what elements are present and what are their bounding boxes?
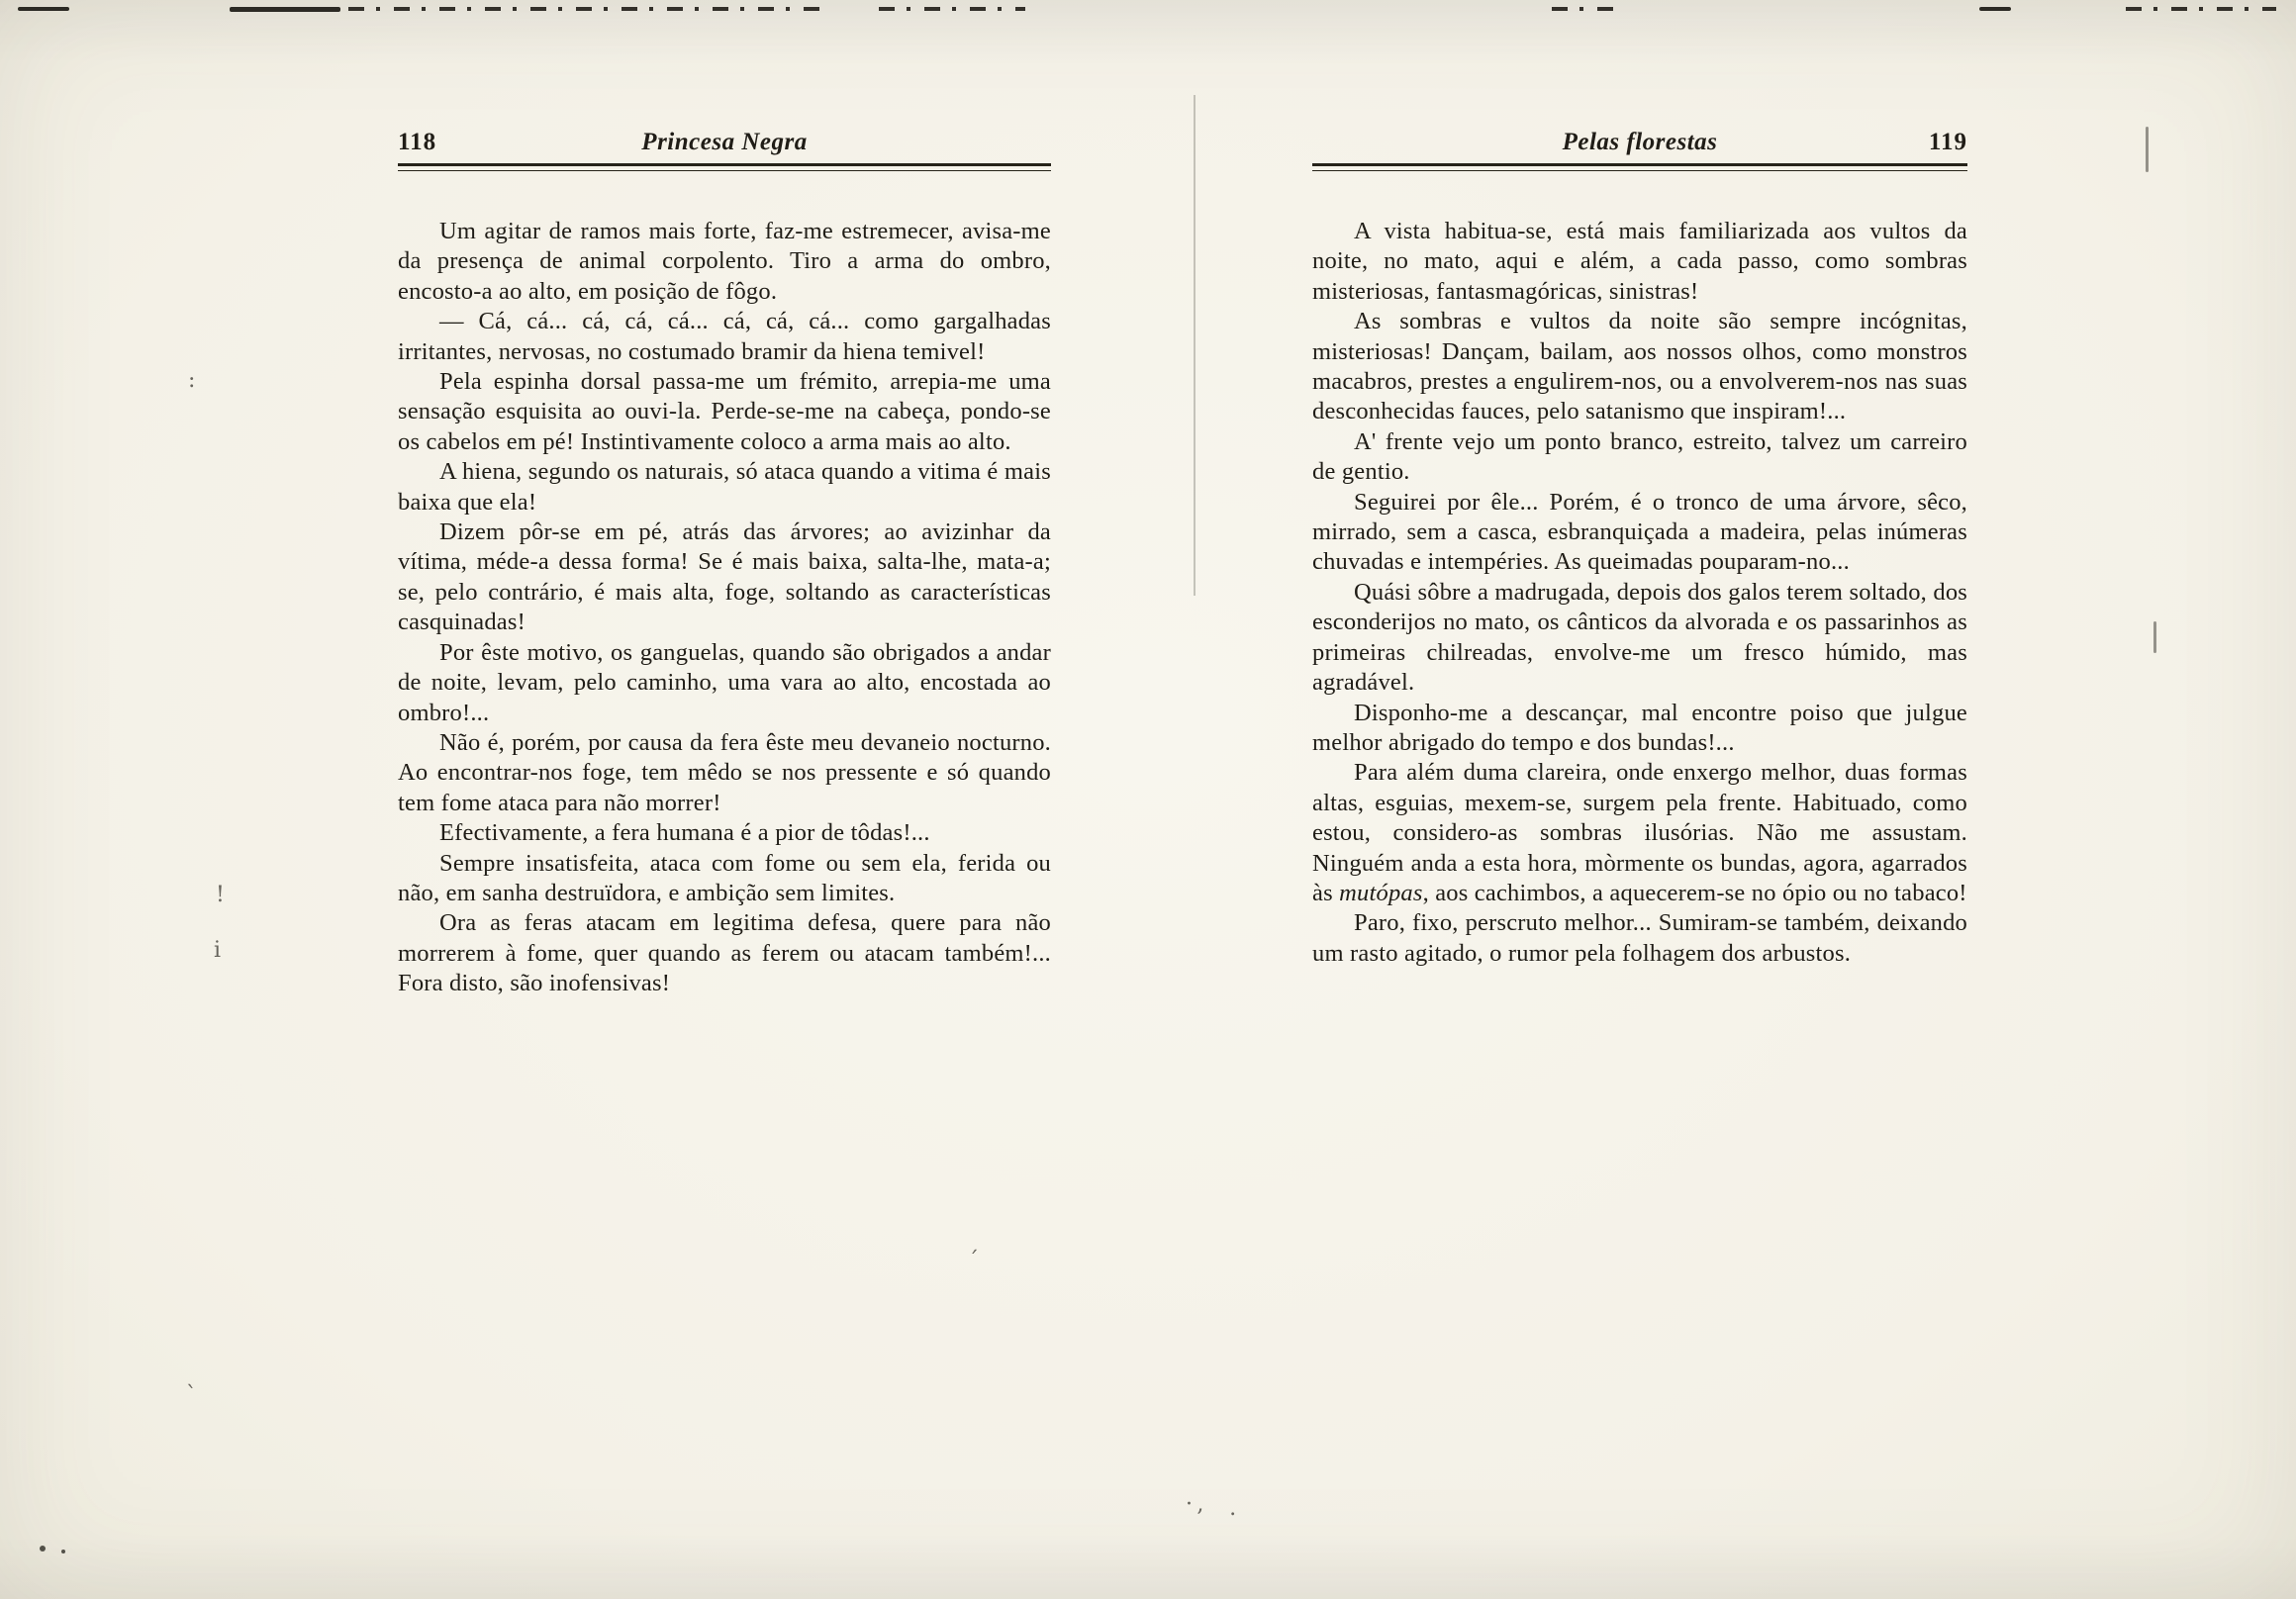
paragraph: A' frente vejo um ponto branco, estreito, talvez um carreiro de gentio. (1312, 427, 1967, 486)
scan-artifact (2153, 621, 2156, 653)
scan-artifact (2126, 7, 2276, 11)
paragraph: Paro, fixo, perscruto melhor... Sumiram-se também, deixando um rasto agitado, o rumor pela folhagem dos arbustos. (1312, 909, 1967, 967)
paragraph: As sombras e vultos da noite são sempre incógnitas, misteriosas! Dançam, bailam, aos nossos olhos, como monstros macabros, prestes a engulirem-nos, ou a envolverem-nos nas suas desconhecidas fauces, pelo satanismo que inspiram!... (1312, 308, 1967, 425)
page-number: 118 (398, 129, 437, 155)
scan-artifact (230, 7, 340, 12)
paragraph: Pela espinha dorsal passa-me um frémito, arrepia-me uma sensação esquisita ao ouvi-la. Perde-se-me na cabeça, pondo-se os cabelos em pé! Instintivamente coloco a arma mais ao alto. (398, 368, 1051, 455)
paragraph: Não é, porém, por causa da fera êste meu devaneio nocturno. Ao encontrar-nos foge, tem mêdo se nos pressente e só quando tem fome ataca para não morrer! (398, 728, 1051, 816)
right-page-text (1312, 217, 1967, 969)
paragraph: Disponho-me a descançar, mal encontre poiso que julgue melhor abrigado do tempo e dos bundas!... (1312, 699, 1967, 756)
scan-artifact: ! (216, 883, 225, 907)
paragraph: Um agitar de ramos mais forte, faz-me estremecer, avisa-me da presença de animal corpolento. Tiro a arma do ombro, encosto-a ao alto, em posição de fôgo. (398, 218, 1051, 305)
paragraph: Quási sôbre a madrugada, depois dos galos terem soltado, dos esconderijos no mato, os cânticos da alvorada e os passarinhos as primeiras chilreadas, envolve-me um fresco húmido, mas agradável. (1312, 578, 1967, 697)
page-gutter-line (1194, 95, 1196, 596)
left-page-header (398, 129, 1051, 171)
paragraph: Seguirei por êle... Porém, é o tronco de uma árvore, sêco, mirrado, sem a casca, esbranquiçada a madeira, pelas inúmeras chuvadas e intempéries. As queimadas pouparam-no... (1312, 488, 1967, 576)
scan-artifact (1552, 7, 1623, 11)
header-rule (398, 163, 1051, 171)
scan-artifact (40, 1546, 46, 1552)
paragraph: Efectivamente, a fera humana é a pior de tôdas!... (439, 819, 930, 847)
scan-artifact: ´ (968, 1249, 979, 1273)
paragraph: A vista habitua-se, está mais familiarizada aos vultos da noite, no mato, aqui e além, a cada passo, como sombras misteriosas, fantasmagóricas, sinistras! (1312, 218, 1967, 305)
scan-artifact (879, 7, 1025, 11)
scan-artifact (348, 7, 831, 11)
paragraph: Ora as feras atacam em legitima defesa, quere para não morrerem à fome, quer quando as ferem ou atacam também!... Fora disto, são inofensivas! (398, 909, 1051, 997)
paragraph: Dizem pôr-se em pé, atrás das árvores; ao avizinhar da vítima, méde-a dessa forma! Se é mais baixa, salta-lhe, mata-a; se, pelo contrário, é mais alta, foge, soltando as características casquinadas! (398, 518, 1051, 636)
paragraph: — Cá, cá... cá, cá, cá... cá, cá, cá... como gargalhadas irritantes, nervosas, no costumado bramir da hiena temivel! (398, 308, 1051, 365)
scan-artifact (61, 1550, 65, 1553)
scan-artifact: · , (1186, 1492, 1204, 1517)
text-run: mutópas (1339, 879, 1423, 906)
left-page (398, 129, 1051, 999)
scan-artifact: : (188, 368, 196, 393)
paragraph (1312, 758, 1967, 908)
text-run: , aos cachimbos, a aquecerem-se no ópio ou no tabaco! (1422, 879, 1967, 906)
left-page-text (398, 217, 1051, 999)
scan-artifact: ․ (1229, 1496, 1237, 1521)
paragraph: A hiena, segundo os naturais, só ataca quando a vitima é mais baixa que ela! (398, 458, 1051, 516)
paragraph: Sempre insatisfeita, ataca com fome ou sem ela, ferida ou não, em sanha destruïdora, e ambição sem limites. (398, 849, 1051, 906)
right-page-header (1312, 129, 1967, 171)
scan-artifact: i (214, 938, 222, 963)
page-number: 119 (1928, 129, 1967, 155)
scan-artifact (2146, 127, 2149, 172)
scan-artifact (1979, 7, 2011, 11)
right-page (1312, 129, 1967, 969)
scan-artifact: ` (186, 1383, 197, 1408)
running-title: Pelas florestas (1562, 129, 1718, 155)
text-run: Para além duma clareira, onde enxergo melhor, duas formas altas, esguias, mexem-se, surgem pela frente. Habituado, como estou, considero-as sombras ilusórias. Não me assustam. Ninguém anda a esta hora, mòrmente os bundas, agora, agarrados às (1312, 759, 1967, 906)
scan-artifact (18, 7, 69, 11)
running-title: Princesa Negra (641, 129, 808, 155)
paragraph: Por êste motivo, os ganguelas, quando são obrigados a andar de noite, levam, pelo caminho, uma vara ao alto, encostada ao ombro!... (398, 638, 1051, 726)
header-rule (1312, 163, 1967, 171)
